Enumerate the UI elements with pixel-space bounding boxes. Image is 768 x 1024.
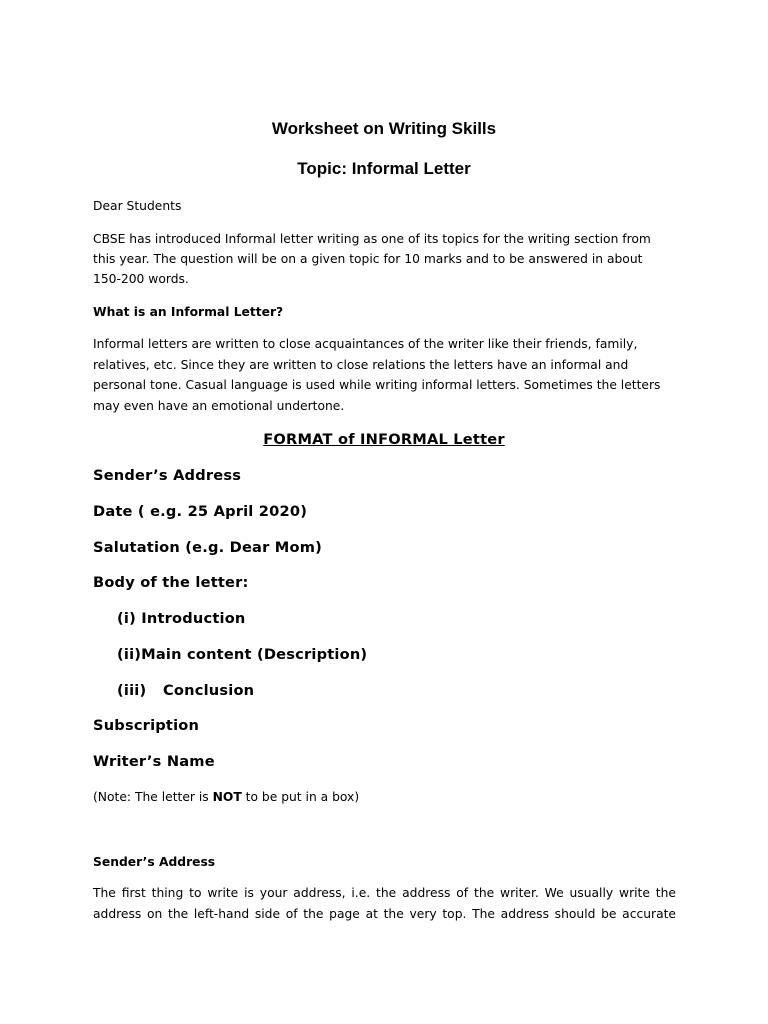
format-date: Date ( e.g. 25 April 2020): [93, 503, 308, 520]
format-subscription: Subscription: [93, 717, 200, 734]
definition-line-1: Informal letters are written to close acquaintances of the writer like their friends, family,: [93, 337, 638, 351]
intro-line-1: CBSE has introduced Informal letter writing as one of its topics for the writing section from: [93, 232, 651, 246]
format-introduction: (i) Introduction: [117, 610, 246, 627]
worksheet-title: Worksheet on Writing Skills: [271, 119, 497, 138]
format-body: Body of the letter:: [93, 574, 249, 591]
format-senders-address: Sender’s Address: [93, 467, 242, 484]
note-prefix: (Note: The letter is: [93, 790, 213, 804]
format-writers-name: Writer’s Name: [93, 753, 215, 770]
section-line-1: The first thing to write is your address, i.e. the address of the writer. We usually write the: [93, 886, 676, 900]
greeting: Dear Students: [93, 199, 182, 213]
definition-line-2: relatives, etc. Since they are written to close relations the letters have an informal and: [93, 358, 629, 372]
format-heading: FORMAT of INFORMAL Letter: [263, 431, 505, 448]
topic-heading: Topic: Informal Letter: [297, 159, 471, 178]
intro-line-2: this year. The question will be on a given topic for 10 marks and to be answered in about: [93, 252, 643, 266]
definition-line-4: may even have an emotional undertone.: [93, 399, 345, 413]
note-suffix: to be put in a box): [241, 790, 360, 804]
format-main-content: (ii)Main content (Description): [117, 646, 368, 663]
definition-line-3: personal tone. Casual language is used while writing informal letters. Sometimes the letters: [93, 378, 661, 392]
note: [93, 787, 359, 808]
format-conclusion: Conclusion: [163, 682, 255, 699]
section-line-2: address on the left-hand side of the page at the very top. The address should be accurate: [93, 907, 676, 921]
format-conclusion-number: (iii): [117, 682, 147, 699]
intro-line-3: 150-200 words.: [93, 272, 189, 286]
note-emphasis: NOT: [212, 790, 242, 804]
question-heading: What is an Informal Letter?: [93, 305, 284, 319]
format-salutation: Salutation (e.g. Dear Mom): [93, 539, 322, 556]
section-heading-senders-address: Sender’s Address: [93, 855, 216, 869]
